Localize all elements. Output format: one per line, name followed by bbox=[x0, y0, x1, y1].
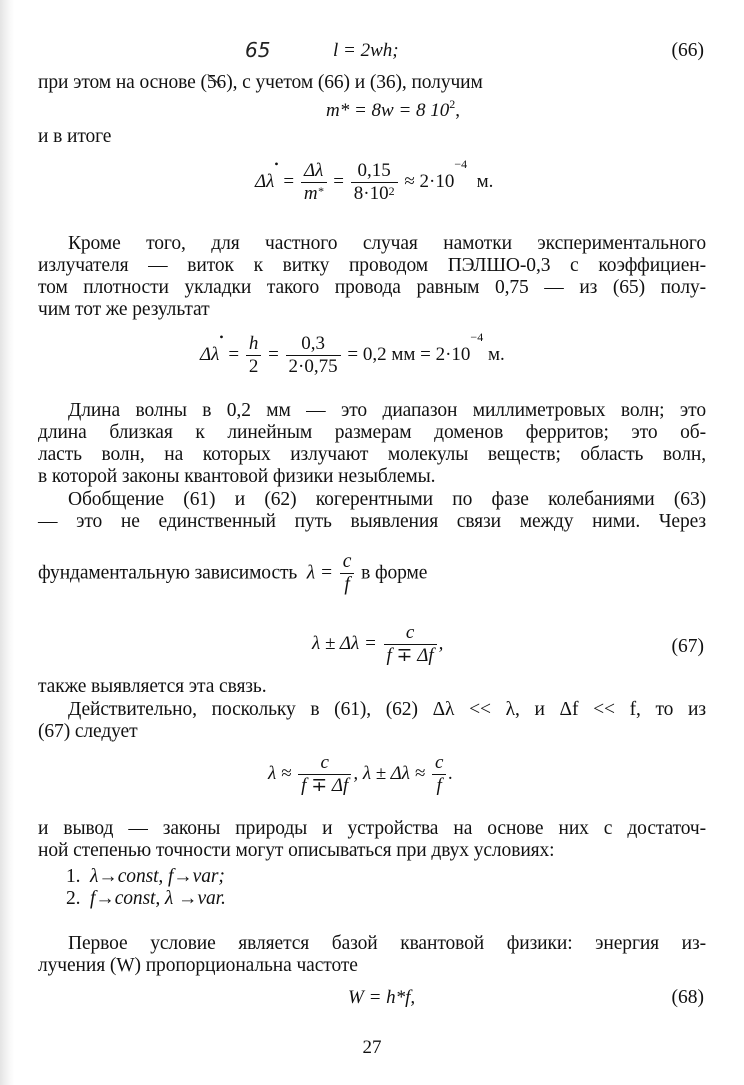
punctuation: . bbox=[448, 762, 454, 784]
text-line: в которой законы квантовой физики незыблемы. bbox=[38, 466, 436, 487]
equation-delta-lambda-2: Δλ• = $\frac{h}{2}$ = $\frac{0,3}{2\cdot 0,75}$ = 0,2 мм = $2\cdot 10^{-4}$ м. bbox=[200, 330, 505, 377]
equation-66: l = 2wh; bbox=[333, 40, 399, 61]
text-line: ласть волн, на которых излучают молекулы веществ; область волн, bbox=[38, 444, 706, 465]
numerator: c bbox=[298, 752, 351, 775]
rhs: = 0,2 мм = 2·10 bbox=[347, 343, 471, 365]
exponent: −4 bbox=[470, 330, 484, 344]
text-line: чим тот же результат bbox=[38, 299, 210, 320]
denominator: 2 bbox=[248, 356, 259, 377]
middle: , λ ± Δλ ≈ bbox=[353, 762, 426, 784]
text-line: и в итоге bbox=[38, 126, 112, 147]
denominator: f ∓ Δf bbox=[386, 645, 434, 666]
numerator: c bbox=[340, 551, 355, 574]
unit: м. bbox=[487, 343, 505, 365]
text-line: также выявляется эта связь. bbox=[38, 676, 267, 697]
text-line: Действительно, поскольку в (61), (62) Δλ << λ, и Δf << f, то из bbox=[68, 699, 706, 720]
text-line: — это не единственный путь выявления связи между ними. Через bbox=[38, 511, 706, 532]
text-line: Обобщение (61) и (62) когерентными по фазе колебаниями (63) bbox=[68, 489, 706, 510]
denominator: 8·10 bbox=[353, 183, 389, 204]
numerator: 0,15 bbox=[351, 160, 398, 183]
numerator: c bbox=[432, 752, 446, 775]
denominator: m bbox=[303, 183, 318, 204]
fraction bbox=[246, 333, 262, 378]
equation-body: m* = 8w = 8 10 bbox=[326, 100, 450, 121]
text-line: Длина волны в 0,2 мм — это диапазон миллиметровых волн; это bbox=[68, 400, 706, 421]
list-text: f→const, λ →var. bbox=[90, 888, 226, 909]
scan-edge-shadow bbox=[0, 0, 14, 1085]
text-fragment: фундаментальную зависимость bbox=[38, 562, 298, 584]
text-line: том плотности укладки такого провода равным 0,75 — из (65) полу- bbox=[38, 277, 706, 298]
denominator: f ∓ Δf bbox=[301, 775, 349, 796]
text-line bbox=[38, 72, 706, 94]
denominator: f bbox=[344, 574, 350, 595]
list-item bbox=[66, 866, 366, 888]
handwritten-annotation: 65 bbox=[245, 38, 271, 62]
lhs: λ ± Δλ = bbox=[312, 632, 377, 654]
lhs: λ = bbox=[306, 562, 333, 584]
equation-number-67: (67) bbox=[671, 636, 704, 657]
list-item bbox=[66, 888, 366, 910]
list-text: λ→const, f→var; bbox=[90, 866, 225, 887]
text-fragment: при этом на основе ( bbox=[38, 72, 207, 93]
text-line: излучателя — виток к витку проводом ПЭЛШО-0,3 с коэффициен- bbox=[38, 255, 706, 276]
exponent: 2 bbox=[449, 97, 456, 111]
text-line: длина близкая к линейным размерам доменов ферритов; это об- bbox=[38, 422, 706, 443]
struck-reference: 56 bbox=[206, 72, 227, 93]
fraction bbox=[351, 160, 398, 205]
lhs: Δλ bbox=[200, 343, 220, 365]
numerator: h bbox=[246, 333, 262, 356]
punctuation: , bbox=[455, 100, 461, 121]
text-line: ной степенью точности могут описываться при двух условиях: bbox=[38, 840, 555, 861]
list-number: 1. bbox=[66, 866, 81, 887]
unit: м. bbox=[476, 170, 494, 192]
text-line: (67) следует bbox=[38, 721, 138, 742]
numerator: 0,3 bbox=[286, 333, 341, 356]
text-line: Кроме того, для частного случая намотки экспериментального bbox=[68, 233, 706, 254]
text-line: Первое условие является базой квантовой физики: энергия из- bbox=[68, 933, 706, 954]
text-fragment: ), с учетом (66) и (36), получим bbox=[226, 72, 483, 93]
equation-approx bbox=[268, 752, 453, 797]
text-line-with-formula bbox=[38, 551, 706, 601]
equation-m-star bbox=[326, 97, 461, 122]
denominator: 2·0,75 bbox=[288, 356, 338, 377]
equation-number-66: (66) bbox=[671, 40, 704, 61]
lhs: Δλ bbox=[255, 170, 275, 192]
fraction bbox=[298, 752, 351, 797]
fraction bbox=[340, 551, 355, 596]
fraction bbox=[432, 752, 446, 797]
equation-delta-lambda-1: Δλ• = $\frac{\Delta\lambda}{m^*}$ = $\frac{0,15}{8\cdot 10^2}$ ≈ $2\cdot 10^{-4}$ м. bbox=[255, 157, 494, 204]
text-line: и вывод — законы природы и устройства на основе них с достаточ- bbox=[38, 818, 706, 839]
fraction bbox=[384, 622, 437, 667]
denominator: f bbox=[436, 775, 442, 796]
equation-67 bbox=[312, 622, 443, 667]
numerator: c bbox=[384, 622, 437, 645]
fraction bbox=[286, 333, 341, 378]
list-number: 2. bbox=[66, 888, 81, 909]
numerator: Δλ bbox=[301, 160, 327, 183]
exponent: 2 bbox=[388, 184, 395, 198]
lhs: λ ≈ bbox=[268, 762, 292, 784]
page-number: 27 bbox=[362, 1037, 382, 1058]
equation-68: W = h*f, bbox=[348, 987, 416, 1008]
exponent: −4 bbox=[454, 157, 468, 171]
fraction: $\frac{\Delta\lambda}{m^*}$ bbox=[301, 160, 327, 205]
equation-number-68: (68) bbox=[671, 987, 704, 1008]
text-line: лучения (W) пропорциональна частоте bbox=[38, 955, 358, 976]
punctuation: , bbox=[438, 632, 444, 654]
text-fragment: в форме bbox=[361, 562, 428, 584]
rhs: ≈ 2·10 bbox=[404, 170, 455, 192]
